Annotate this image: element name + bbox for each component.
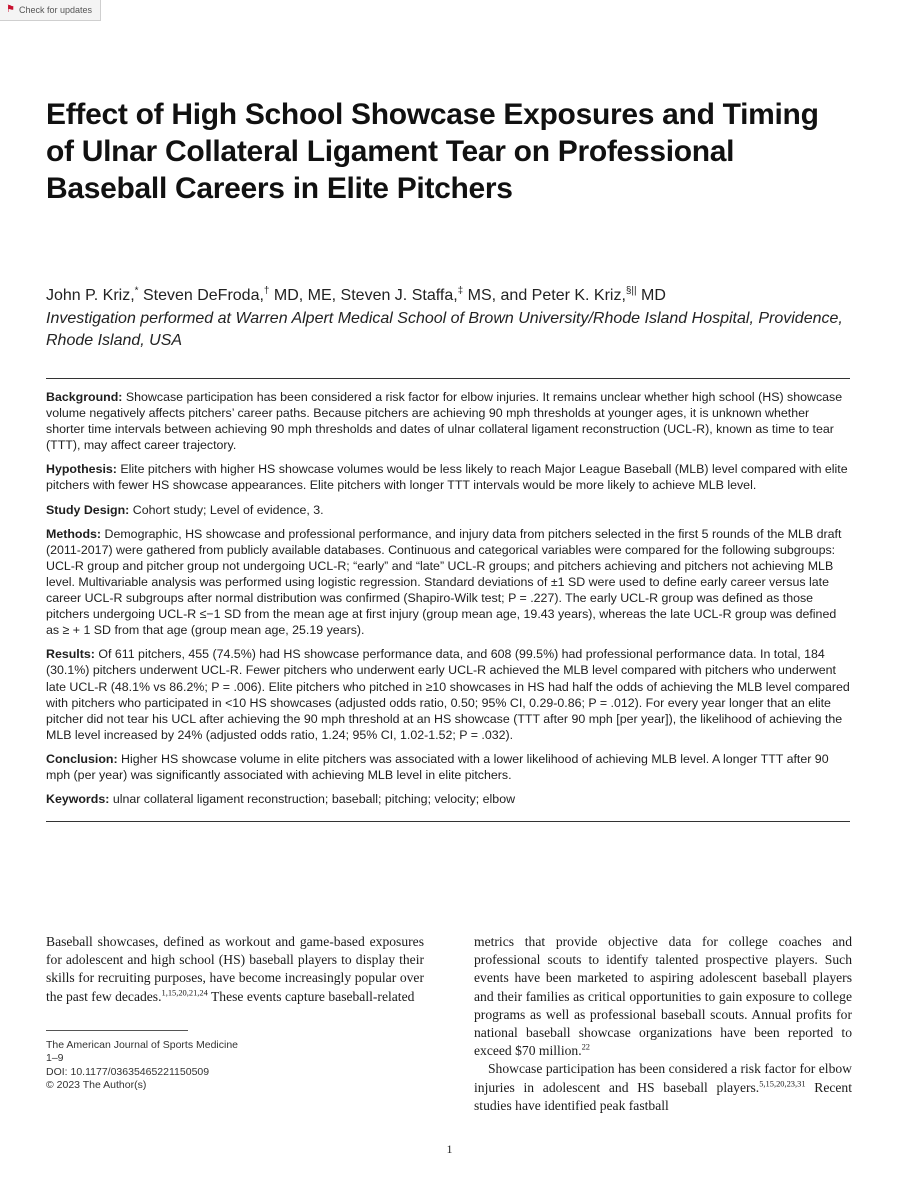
- check-for-updates-badge[interactable]: [0, 0, 101, 21]
- author-degree: MD, ME,: [273, 287, 337, 304]
- abstract-label: Study Design:: [46, 502, 130, 517]
- citation-ref[interactable]: 5,15,20,23,31: [759, 1078, 806, 1089]
- page-number: 1: [446, 1142, 453, 1156]
- abstract-conclusion: [46, 751, 850, 783]
- body-text: Baseball showcases, defined as workout and game-based exposures for adolescent and high school (HS) baseball players to display their skills for recruiting purposes, have become increasingly popular over the past few decades.: [46, 934, 424, 1004]
- abstract-label: Background:: [46, 390, 123, 404]
- author-name: Peter K. Kriz,: [531, 287, 626, 304]
- author-list: [46, 285, 846, 307]
- author-degree: MD: [641, 287, 666, 304]
- journal-pages: 1–9: [46, 1052, 64, 1065]
- abstract-label: Keywords:: [46, 792, 110, 807]
- abstract-text: ulnar collateral ligament reconstruction; baseball; pitching; velocity; elbow: [112, 792, 516, 807]
- abstract-text: Elite pitchers with higher HS showcase volumes would be less likely to reach Major League Baseball (MLB) level compared with elite pitchers with fewer HS showcase appearances. Elite pitchers with longer TTT intervals would be more likely to achieve MLB level.: [46, 462, 848, 493]
- journal-doi[interactable]: DOI: 10.1177/03635465221150509: [46, 1065, 210, 1078]
- body-column-right: [474, 933, 852, 1115]
- abstract-keywords: [46, 791, 850, 807]
- abstract-label: Hypothesis:: [46, 462, 117, 477]
- body-text: These events capture baseball-related: [207, 988, 415, 1004]
- abstract-methods: [46, 526, 850, 639]
- bookmark-icon: ⚑: [6, 4, 15, 15]
- author-affil-mark: ‡: [457, 285, 464, 297]
- abstract-box: [46, 378, 850, 822]
- body-paragraph: [474, 1060, 852, 1115]
- body-text: Showcase participation has been considered a risk factor for elbow injuries in adolescent and HS baseball players.: [474, 1061, 852, 1095]
- body-column-left: [46, 933, 424, 1093]
- author-affil-mark: §||: [625, 285, 637, 297]
- author-name: Steven J. Staffa,: [340, 287, 458, 304]
- body-paragraph: [46, 933, 424, 1006]
- abstract-text: Demographic, HS showcase and professional performance, and injury data from pitchers selected in the first 5 rounds of the MLB draft (2011-2017) were gathered from publicly available databases. Continuous and categorical variables were compared for the following subgroups: UCL-R group and pitcher group not undergoing UCL-R; “early” and “late” UCL-R groups; and pitchers achieving and pitchers not achieving MLB level. Multivariable analysis was performed using logistic regression. Standard deviations of ±1 SD were used to define early career versus late career UCL-R subgroups after normal distribution was confirmed (Shapiro-Wilk test; P = .227). The early UCL-R group was defined as those pitchers undergoing UCL-R ≤−1 SD from the mean age at first injury (group mean age, 19.43 years), whereas the late UCL-R group was defined as ≥ + 1 SD from that age (group mean age, 25.19 years).: [46, 526, 842, 638]
- author-affil-mark: *: [134, 285, 139, 297]
- abstract-results: [46, 646, 850, 743]
- abstract-label: Results:: [46, 647, 95, 662]
- abstract-background: [46, 389, 850, 453]
- body-columns: [46, 933, 852, 1153]
- abstract-hypothesis: [46, 461, 850, 493]
- abstract-text: Cohort study; Level of evidence, 3.: [132, 502, 324, 517]
- journal-copyright: © 2023 The Author(s): [46, 1079, 147, 1092]
- body-text: metrics that provide objective data for college coaches and professional scouts to identify talented prospective players. Such events have been marketed to aspiring adolescent baseball players and their families as critical opportunities to gain exposure to college programs as well as professional baseball scouts. Annual profits for national baseball showcase organizations have been reported to exceed $70 million.: [474, 934, 852, 1059]
- author-name: John P. Kriz,: [46, 287, 135, 304]
- abstract-label: Methods:: [46, 526, 102, 541]
- abstract-label: Conclusion:: [46, 751, 118, 766]
- affiliation: Investigation performed at Warren Alpert Medical School of Brown University/Rhode Island Hospital, Providence, Rhode Island, USA: [46, 310, 843, 349]
- check-for-updates-label: Check for updates: [18, 5, 93, 15]
- abstract-text: Showcase participation has been considered a risk factor for elbow injuries. It remains unclear whether high school (HS) showcase volume negatively affects pitchers’ career paths. Because pitchers are achieving 90 mph thresholds at younger ages, it is unknown whether shorter time intervals between achieving 90 mph thresholds and dates of ulnar collateral ligament reconstruction (UCL-R), known as time to tear (TTT), may affect career trajectory.: [46, 390, 843, 453]
- abstract-text: Higher HS showcase volume in elite pitchers was associated with a lower likelihood of achieving MLB level. A longer TTT after 90 mph (per year) was significantly associated with achieving MLB level in elite pitchers.: [46, 751, 829, 782]
- journal-name: The American Journal of Sports Medicine: [46, 1038, 239, 1051]
- article-title: Effect of High School Showcase Exposures and Timing of Ulnar Collateral Ligament Tear on Professional Baseball Careers in Elite Pitchers: [46, 98, 819, 205]
- abstract-text: Of 611 pitchers, 455 (74.5%) had HS showcase performance data, and 608 (99.5%) had professional performance data. In total, 184 (30.1%) pitchers underwent UCL-R. Fewer pitchers who underwent early UCL-R achieved the MLB level compared with pitchers who underwent late UCL-R (48.1% vs 86.2%; P = .006). Elite pitchers who pitched in ≥10 showcases in HS had half the odds of achieving the MLB level compared with pitchers who participated in <10 HS showcases (adjusted odds ratio, 0.50; 95% CI, 0.29-0.86; P = .012). For every year longer that an elite pitcher did not tear his UCL after achieving the 90 mph threshold at an HS showcase (TTT after 90 mph [per year]), the likelihood of achieving the MLB level increased by 24% (adjusted odds ratio, 1.24; 95% CI, 1.02-1.52; P = .032).: [46, 647, 850, 742]
- citation-ref[interactable]: 1,15,20,21,24: [161, 987, 208, 998]
- body-paragraph: [474, 933, 852, 1060]
- abstract-study-design: [46, 502, 850, 518]
- citation-ref[interactable]: 22: [581, 1041, 591, 1052]
- author-degree: MS, and: [467, 287, 528, 304]
- author-affil-mark: †: [263, 285, 270, 297]
- author-name: Steven DeFroda,: [142, 287, 264, 304]
- body-text: Recent studies have identified peak fastball: [474, 1079, 853, 1113]
- footnote-rule: [46, 1030, 188, 1031]
- journal-info: [46, 1039, 424, 1093]
